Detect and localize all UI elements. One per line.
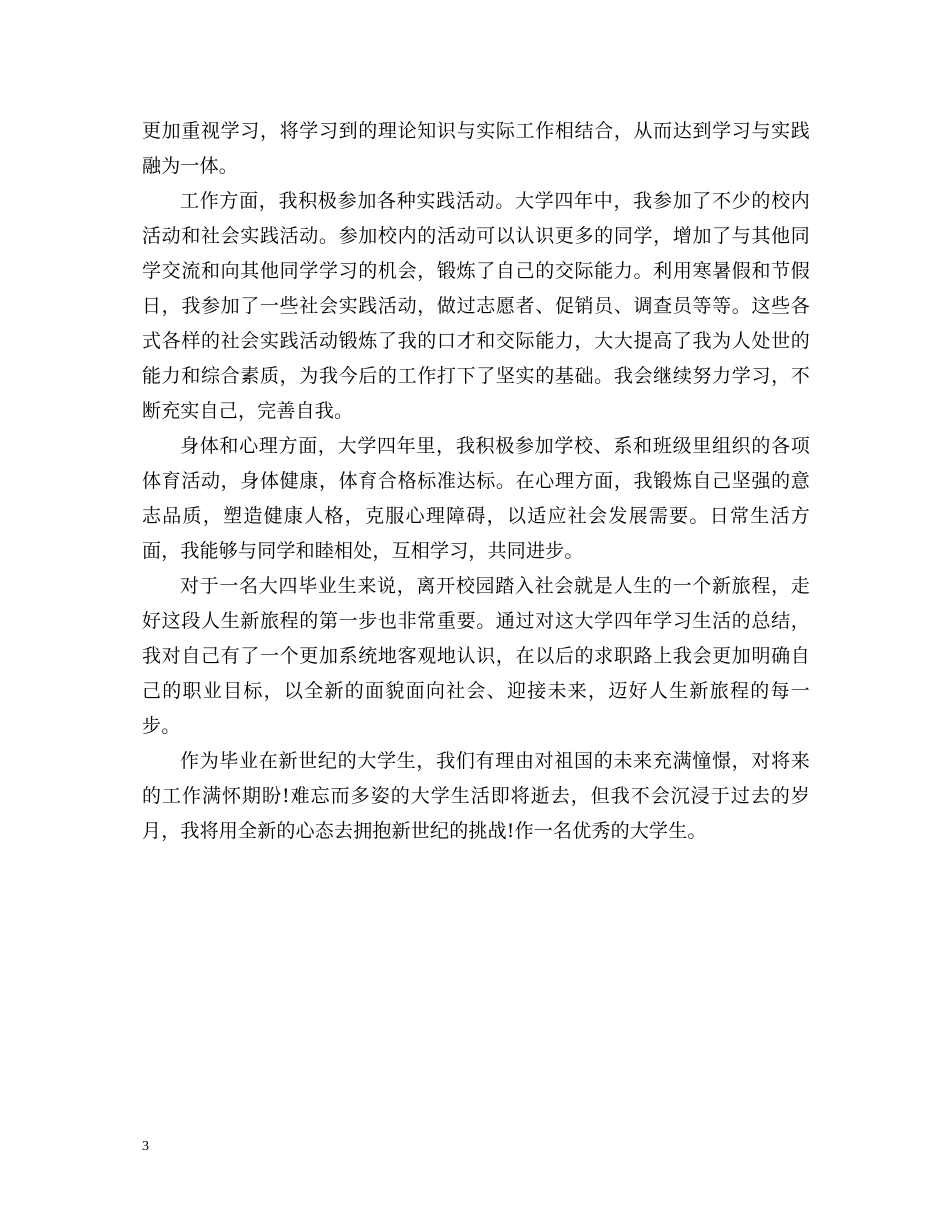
document-body <box>142 114 810 849</box>
paragraph-work: 工作方面，我积极参加各种实践活动。大学四年中，我参加了不少的校内活动和社会实践活动。参加校内的活动可以认识更多的同学，增加了与其他同学交流和向其他同学学习的机会，锻炼了自己的交际能力。利用寒暑假和节假日，我参加了一些社会实践活动，做过志愿者、促销员、调查员等等。这些各式各样的社会实践活动锻炼了我的口才和交际能力，大大提高了我为人处世的能力和综合素质，为我今后的工作打下了坚实的基础。我会继续努力学习，不断充实自己，完善自我。 <box>142 190 810 422</box>
paragraph-continuation: 更加重视学习，将学习到的理论知识与实际工作相结合，从而达到学习与实践融为一体。 <box>142 120 810 177</box>
paragraph-health: 身体和心理方面，大学四年里，我积极参加学校、系和班级里组织的各项体育活动，身体健康，体育合格标准达标。在心理方面，我锻炼自己坚强的意志品质，塑造健康人格，克服心理障碍，以适应社会发展需要。日常生活方面，我能够与同学和睦相处，互相学习，共同进步。 <box>142 435 810 562</box>
page-number: 3 <box>142 1139 149 1154</box>
paragraph-conclusion: 作为毕业在新世纪的大学生，我们有理由对祖国的未来充满憧憬，对将来的工作满怀期盼!难忘而多姿的大学生活即将逝去，但我不会沉浸于过去的岁月，我将用全新的心态去拥抱新世纪的挑战!作一名优秀的大学生。 <box>142 750 810 842</box>
paragraph-graduation: 对于一名大四毕业生来说，离开校园踏入社会就是人生的一个新旅程，走好这段人生新旅程的第一步也非常重要。通过对这大学四年学习生活的总结，我对自己有了一个更加系统地客观地认识，在以后的求职路上我会更加明确自己的职业目标，以全新的面貌面向社会、迎接未来，迈好人生新旅程的每一步。 <box>142 575 810 737</box>
